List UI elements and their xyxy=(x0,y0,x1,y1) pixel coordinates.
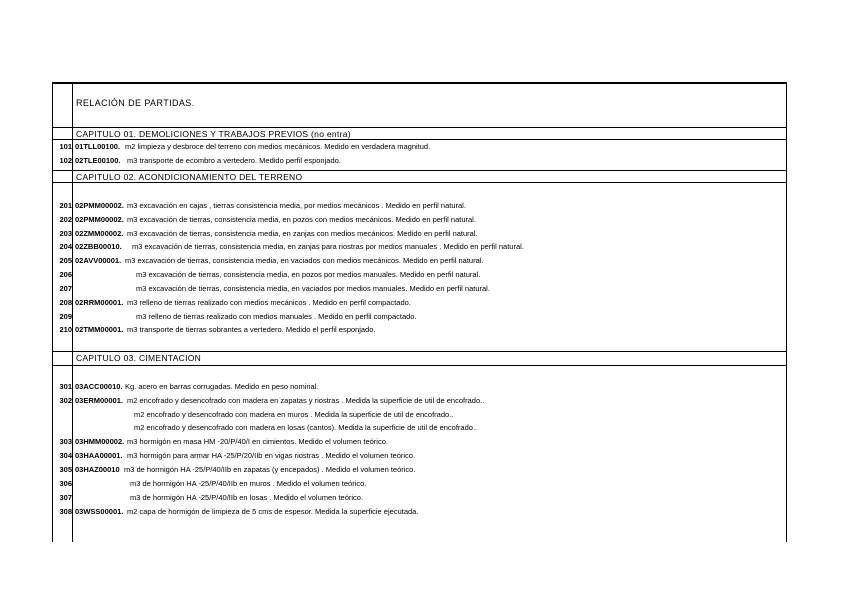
chapter-heading: CAPITULO 02. ACONDICIONAMIENTO DEL TERRENO xyxy=(76,172,303,182)
table-row xyxy=(52,382,787,394)
table-row xyxy=(52,479,787,491)
table-row xyxy=(52,396,787,408)
row-number: 209 xyxy=(59,312,72,321)
row-code: 03HMM00002. xyxy=(75,437,125,446)
row-number: 302 xyxy=(59,396,72,405)
table-row xyxy=(52,229,787,241)
row-number: 303 xyxy=(59,437,72,446)
row-code: 03HAA00001. xyxy=(75,451,123,460)
row-number: 307 xyxy=(59,493,72,502)
row-number: 308 xyxy=(59,507,72,516)
row-number: 306 xyxy=(59,479,72,488)
row-text: m3 de hormigón HA -25/P/40/IIb en muros . Medido el volumen teórico. xyxy=(130,479,367,488)
row-code: 03ACC00010. xyxy=(75,382,123,391)
chapter-heading: CAPITULO 01. DEMOLICIONES Y TRABAJOS PREVIOS (no entra) xyxy=(76,129,351,139)
table-row xyxy=(52,451,787,463)
table-row xyxy=(52,437,787,449)
row-code: 03WSS00001. xyxy=(75,507,124,516)
table-row xyxy=(52,215,787,227)
table-row xyxy=(52,142,787,154)
rule xyxy=(52,351,787,352)
row-number: 202 xyxy=(59,215,72,224)
table-row xyxy=(52,325,787,337)
table-row xyxy=(52,507,787,519)
row-number: 304 xyxy=(59,451,72,460)
rule xyxy=(52,182,787,183)
page-title: RELACIÓN DE PARTIDAS. xyxy=(76,98,195,108)
row-text: Kg. acero en barras corrugadas. Medido en peso nominal. xyxy=(125,382,319,391)
row-text: m3 excavación de tierras, consistencia media, en pozos con medios mecánicos. Medido en perfil natural. xyxy=(127,215,476,224)
row-number: 102 xyxy=(59,156,72,165)
row-number: 208 xyxy=(59,298,72,307)
row-text: m3 excavación de tierras, consistencia media, en vaciados por medios manuales. Medido en perfil natural. xyxy=(136,284,490,293)
table-row xyxy=(52,284,787,296)
row-text: m3 hormigón en masa HM -20/P/40/I en cimientos. Medido el volumen teórico. xyxy=(127,437,388,446)
row-number: 207 xyxy=(59,284,72,293)
table-row xyxy=(52,312,787,324)
table-row xyxy=(52,423,787,435)
table-row xyxy=(52,156,787,168)
table-top-rule xyxy=(52,82,787,84)
row-number: 203 xyxy=(59,229,72,238)
table-row xyxy=(52,493,787,505)
table-row xyxy=(52,256,787,268)
partidas-table xyxy=(52,82,787,542)
row-number: 206 xyxy=(59,270,72,279)
row-code: 01TLL00100. xyxy=(75,142,121,151)
chapter-heading: CAPITULO 03. CIMENTACION xyxy=(76,353,202,363)
row-code: 03HAZ00010 xyxy=(75,465,120,474)
row-number: 305 xyxy=(59,465,72,474)
row-text: m3 excavación de tierras, consistencia media, en zanjas con medios mecánicos. Medido en perfil natural. xyxy=(127,229,478,238)
row-code: 02ZMM00002. xyxy=(75,229,124,238)
row-code: 02ZBB00010. xyxy=(75,242,122,251)
row-text: m3 relleno de tierras realizado con medios mecánicos . Medido en perfil compactado. xyxy=(127,298,411,307)
row-text: m2 encofrado y desencofrado con madera en losas (cantos). Medida la superficie de util de encofrado.. xyxy=(134,423,478,432)
row-number: 201 xyxy=(59,201,72,210)
table-row xyxy=(52,201,787,213)
row-code: 03ERM00001. xyxy=(75,396,123,405)
table-row xyxy=(52,465,787,477)
rule xyxy=(52,127,787,128)
row-text: m2 limpieza y desbroce del terreno con medios mecánicos. Medido en verdadera magnitud. xyxy=(125,142,431,151)
row-number: 101 xyxy=(59,142,72,151)
row-text: m3 excavación en cajas , tierras consistencia media, por medios mecánicos . Medido en perfil natural. xyxy=(127,201,466,210)
row-text: m3 relleno de tierras realizado con medios manuales . Medido en perfil compactado. xyxy=(136,312,417,321)
row-text: m3 excavación de tierras, consistencia media, en zanjas para riostras por medios manuales . Medido en perfil natural. xyxy=(132,242,524,251)
table-row xyxy=(52,270,787,282)
row-text: m3 hormigón para armar HA -25/P/20/IIb en vigas riostras . Medido el volumen teórico. xyxy=(127,451,416,460)
row-text: m2 capa de hormigón de limpieza de 5 cms de espesor. Medida la superficie ejecutada. xyxy=(127,507,419,516)
rule xyxy=(52,365,787,366)
row-text: m3 excavación de tierras, consistencia media, en pozos por medios manuales. Medido en perfil natural. xyxy=(136,270,481,279)
row-number: 210 xyxy=(59,325,72,334)
row-text: m3 excavación de tierras, consistencia media, en vaciados con medios mecánicos. Medido en perfil natural. xyxy=(125,256,484,265)
row-number: 301 xyxy=(59,382,72,391)
row-text: m2 encofrado y desencofrado con madera en zapatas y riostras . Medida la superficie de util de encofrado.. xyxy=(127,396,485,405)
row-text: m2 encofrado y desencofrado con madera en muros . Medida la superficie de util de encofrado.. xyxy=(134,410,454,419)
table-row xyxy=(52,242,787,254)
table-row xyxy=(52,298,787,310)
row-text: m3 transporte de ecombro a vertedero. Medido perfil esponjado. xyxy=(127,156,341,165)
row-code: 02TMM00001. xyxy=(75,325,124,334)
row-code: 02PMM00002. xyxy=(75,215,124,224)
row-code: 02RRM00001. xyxy=(75,298,124,307)
row-code: 02AVV00001. xyxy=(75,256,122,265)
row-text: m3 de hormigón HA -25/P/40/IIb en zapatas (y encepados) . Medido el volumen teórico. xyxy=(124,465,416,474)
rule xyxy=(52,139,787,140)
row-code: 02TLE00100. xyxy=(75,156,121,165)
row-number: 205 xyxy=(59,256,72,265)
table-row xyxy=(52,410,787,422)
rule xyxy=(52,170,787,171)
row-text: m3 de hormigón HA -25/P/40/IIb en losas . Medido el volumen teórico. xyxy=(130,493,364,502)
row-number: 204 xyxy=(59,242,72,251)
row-code: 02PMM00002. xyxy=(75,201,124,210)
row-text: m3 transporte de tierras sobrantes a vertedero. Medido el perfil esponjado. xyxy=(127,325,376,334)
